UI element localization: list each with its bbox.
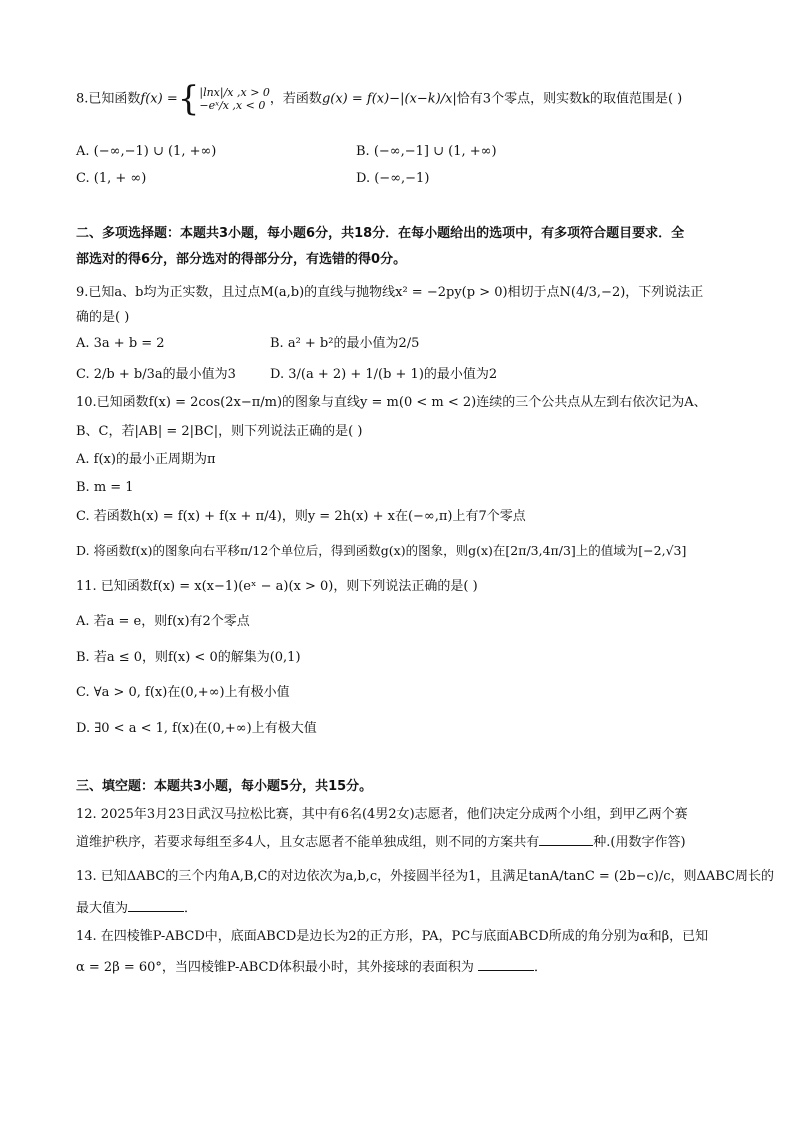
- q12-stem-line1: 12. 2025年3月23日武汉马拉松比赛，其中有6名(4男2女)志愿者，他们决定分成两个小组，到甲乙两个赛: [76, 807, 688, 822]
- q9-stem-line1: 9.已知a、b均为正实数，且过点M(a,b)的直线与抛物线x² = −2py(p > 0)相切于点N(4/3,−2)，下列说法正: [76, 285, 704, 300]
- q8-brace: {: [177, 79, 200, 119]
- q9-option-c: C. 2/b + b/3a的最小值为3: [76, 367, 236, 382]
- q11-option-c: C. ∀a > 0, f(x)在(0,+∞)上有极小值: [76, 685, 290, 700]
- section3-heading: 三、填空题：本题共3小题，每小题5分，共15分。: [76, 779, 373, 794]
- q14-text-b: ．: [534, 960, 548, 975]
- q8-number: 8.: [76, 91, 89, 107]
- q10-option-d: D. 将函数f(x)的图象向右平移π/12个单位后，得到函数g(x)的图象，则g(x)在[2π/3,4π/3]上的值域为[−2,√3]: [76, 543, 687, 558]
- q13-text-b: ．: [184, 901, 198, 916]
- q8-gx: g(x) = f(x)−|(x−k)/x|: [321, 91, 457, 107]
- q8-option-d: D. (−∞,−1): [356, 171, 430, 186]
- q13-stem-line2: [76, 899, 734, 918]
- q12-text-a: 道维护秩序，若要求每组至多4人，且女志愿者不能单独成组，则不同的方案共有: [76, 835, 540, 850]
- q8-tail: 恰有3个零点，则实数k的取值范围是( ): [456, 91, 683, 107]
- q14-text-a: α = 2β = 60°，当四棱锥P-ABCD体积最小时，其外接球的表面积为: [76, 960, 479, 975]
- q8-option-c: C. (1, + ∞): [76, 171, 147, 186]
- q11-option-a: A. 若a = e，则f(x)有2个零点: [76, 614, 250, 629]
- q8-mid: ，若函数: [269, 91, 322, 107]
- q8-fx: f(x) =: [140, 91, 178, 107]
- q12-stem-line2: [76, 833, 734, 852]
- q8-stem: [76, 79, 734, 119]
- q11-stem: 11. 已知函数f(x) = x(x−1)(eˣ − a)(x > 0)，则下列说法正确的是( ): [76, 579, 478, 594]
- section2-heading-line2: 部选对的得6分，部分选对的得部分分，有选错的得0分。: [76, 252, 407, 267]
- q8-case2: −eˣ/x ,x < 0: [199, 99, 266, 112]
- q14-stem-line1: 14. 在四棱锥P-ABCD中，底面ABCD是边长为2的正方形，PA，PC与底面ABCD所成的角分别为α和β，已知: [76, 929, 709, 944]
- q8-lead: 已知函数: [88, 91, 141, 107]
- q12-text-b: 种.(用数字作答): [593, 835, 686, 850]
- q9-option-a: A. 3a + b = 2: [76, 336, 165, 351]
- q8-piecewise: [199, 86, 270, 112]
- q8-case1: |lnx|/x ,x > 0: [199, 86, 270, 99]
- q10-option-c: C. 若函数h(x) = f(x) + f(x + π/4)，则y = 2h(x) + x在(−∞,π)上有7个零点: [76, 509, 526, 524]
- q13-stem-line1: 13. 已知ΔABC的三个内角A,B,C的对边依次为a,b,c，外接圆半径为1，且满足tanA/tanC = (2b−c)/c，则ΔABC周长的: [76, 869, 775, 884]
- q10-stem-line2: B、C，若|AB| = 2|BC|，则下列说法正确的是( ): [76, 424, 363, 439]
- q12-answer-blank[interactable]: [539, 833, 593, 846]
- q10-stem-line1: 10.已知函数f(x) = 2cos(2x−π/m)的图象与直线y = m(0 < m < 2)连续的三个公共点从左到右依次记为A、: [76, 395, 707, 410]
- q9-stem-line2: 确的是( ): [76, 310, 130, 325]
- q9-option-d: D. 3/(a + 2) + 1/(b + 1)的最小值为2: [270, 367, 498, 382]
- q14-stem-line2: [76, 958, 734, 977]
- q11-option-d: D. ∃0 < a < 1, f(x)在(0,+∞)上有极大值: [76, 721, 317, 736]
- q10-option-a: A. f(x)的最小正周期为π: [76, 452, 216, 467]
- q11-option-b: B. 若a ≤ 0，则f(x) < 0的解集为(0,1): [76, 650, 301, 665]
- q10-option-b: B. m = 1: [76, 480, 134, 495]
- q8-option-a: A. (−∞,−1) ∪ (1, +∞): [76, 144, 217, 159]
- q13-text-a: 最大值为: [76, 901, 129, 916]
- q14-answer-blank[interactable]: [478, 958, 534, 971]
- q13-answer-blank[interactable]: [128, 899, 184, 912]
- q8-option-b: B. (−∞,−1] ∪ (1, +∞): [356, 144, 497, 159]
- section2-heading-line1: 二、多项选择题：本题共3小题，每小题6分，共18分．在每小题给出的选项中，有多项符合题目要求．全: [76, 226, 685, 241]
- q9-option-b: B. a² + b²的最小值为2/5: [270, 336, 420, 351]
